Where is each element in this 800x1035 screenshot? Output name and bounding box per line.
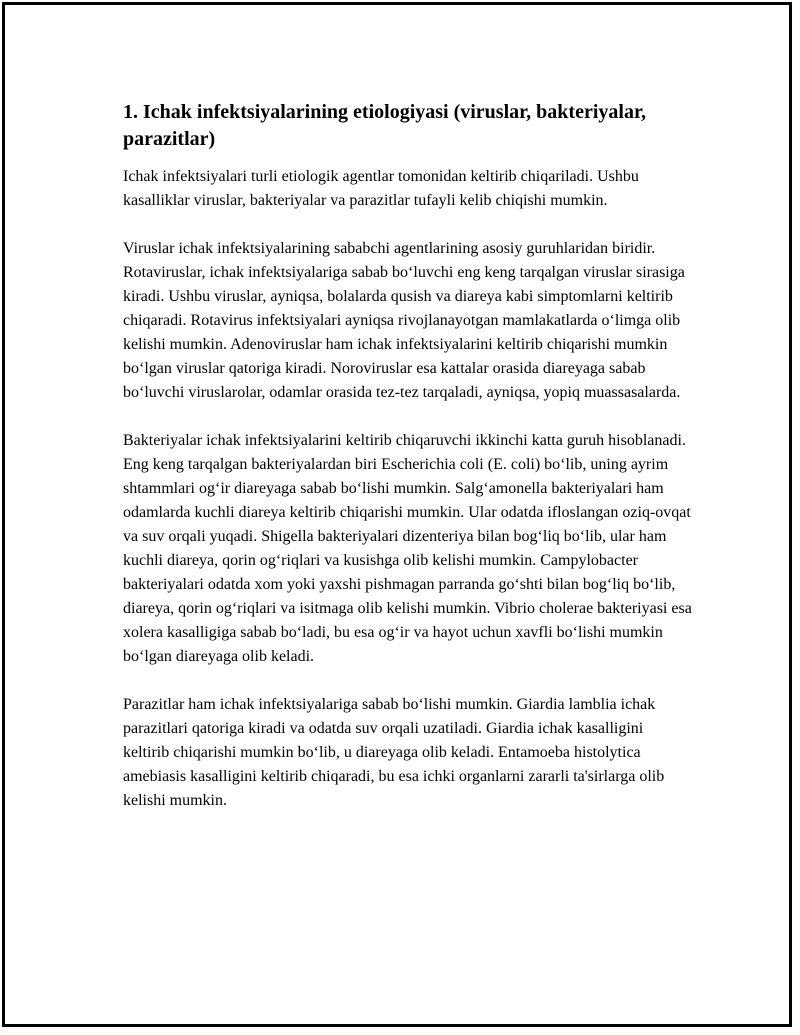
paragraph-bacteria: Bakteriyalar ichak infektsiyalarini keltirib chiqaruvchi ikkinchi katta guruh hisoblanadi. Eng keng tarqalgan bakteriyalardan biri Escherichia coli (E. coli) bo‘lib, uning ayrim shtammlari og‘ir diareyaga sabab bo‘lishi mumkin. Salg‘amonella bakteriyalari ham odamlarda kuchli diareya keltirib chiqarishi mumkin. Ular odatda ifloslangan oziq-ovqat va suv orqali yuqadi. Shigella bakteriyalari dizenteriya bilan bog‘liq bo‘lib, ular ham kuchli diareya, qorin og‘riqlari va kusishga olib kelishi mumkin. Campylobacter bakteriyalari odatda xom yoki yaxshi pishmagan parranda go‘shti bilan bog‘liq bo‘lib, diareya, qorin og‘riqlari va isitmaga olib kelishi mumkin. Vibrio cholerae bakteriyasi esa xolera kasalligiga sabab bo‘ladi, bu esa og‘ir va hayot uchun xavfli bo‘lishi mumkin bo‘lgan diareyaga olib keladi. [123,432,692,665]
paragraph-viruses: Viruslar ichak infektsiyalarining sababchi agentlarining asosiy guruhlaridan biridir. Rotaviruslar, ichak infektsiyalariga sabab bo‘luvchi eng keng tarqalgan viruslar sirasiga kiradi. Ushbu viruslar, ayniqsa, bolalarda qusish va diareya kabi simptomlarni keltirib chiqaradi. Rotavirus infektsiyalari ayniqsa rivojlanayotgan mamlakatlarda o‘limga olib kelishi mumkin. Adenoviruslar ham ichak infektsiyalarini keltirib chiqarishi mumkin bo‘lgan viruslar qatoriga kiradi. Noroviruslar esa kattalar orasida diareyaga sabab bo‘luvchi viruslarolar, odamlar orasida tez-tez tarqaladi, ayniqsa, yopiq muassasalarda. [123,240,685,401]
document-body [123,99,693,837]
paragraph-parasites: Parazitlar ham ichak infektsiyalariga sabab bo‘lishi mumkin. Giardia lamblia ichak parazitlari qatoriga kiradi va odatda suv orqali uzatiladi. Giardia ichak kasalligini keltirib chiqarishi mumkin bo‘lib, u diareyaga olib keladi. Entamoeba histolytica amebiasis kasalligini keltirib chiqaradi, bu esa ichki organlarni zararli ta'sirlarga olib kelishi mumkin. [123,696,665,809]
section-title: 1. Ichak infektsiyalarining etiologiyasi (viruslar, bakteriyalar, parazitlar) [123,101,646,150]
paragraph-intro: Ichak infektsiyalari turli etiologik agentlar tomonidan keltirib chiqariladi. Ushbu kasalliklar viruslar, bakteriyalar va parazitlar tufayli kelib chiqishi mumkin. [123,168,639,209]
page-frame [2,2,792,1027]
